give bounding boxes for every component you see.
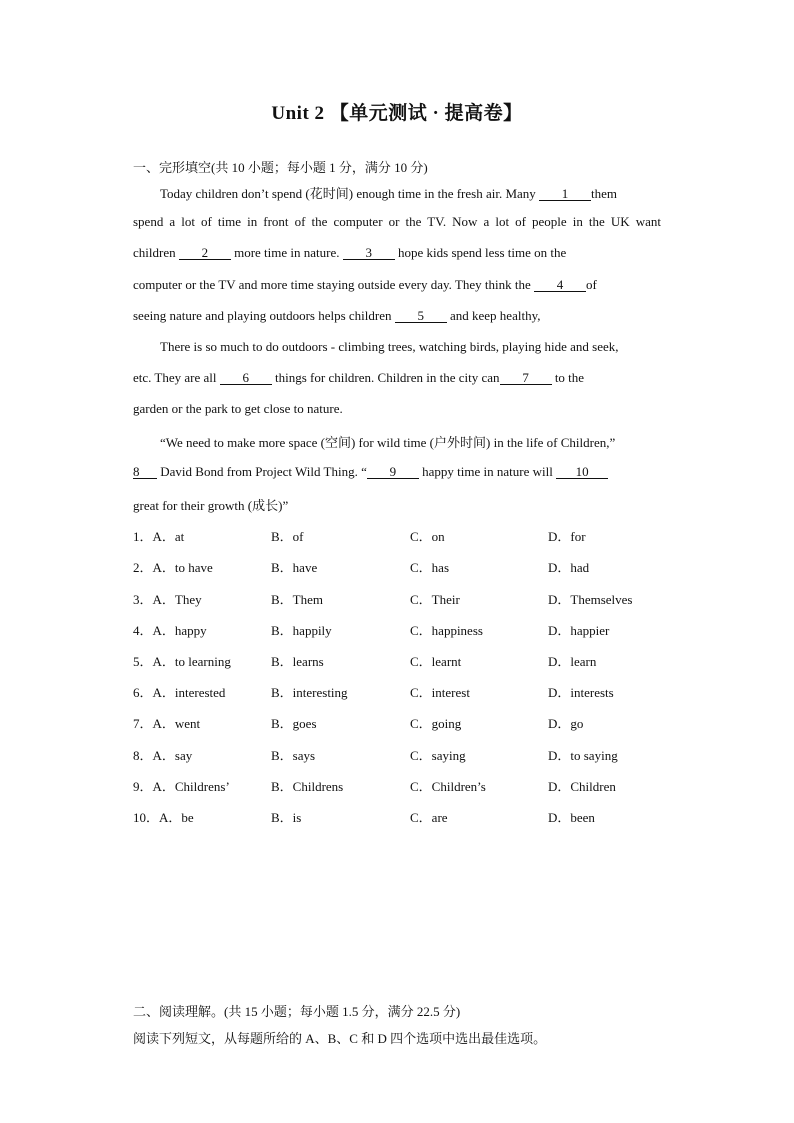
- option-b: B．goes: [271, 716, 317, 731]
- question-row: [133, 807, 673, 825]
- option-d: D．happier: [548, 623, 610, 638]
- blank-5: 5: [395, 309, 447, 323]
- option-c: C．Their: [410, 592, 460, 607]
- option-a: 6．A．interested: [133, 685, 226, 700]
- blank-1: 1: [539, 187, 591, 201]
- option-a: 2．A．to have: [133, 560, 213, 575]
- passage-line: Today children don’t spend (花时间) enough time in the fresh air. Many 1 them: [160, 186, 618, 201]
- question-row: [133, 713, 673, 731]
- option-a: 8．A．say: [133, 748, 193, 763]
- option-b: B．interesting: [271, 685, 348, 700]
- blank-10: 10: [556, 465, 608, 479]
- question-row: [133, 745, 673, 763]
- passage-line: etc. They are all 6 things for children. Children in the city can 7 to the: [133, 370, 585, 385]
- option-b: B．happily: [271, 623, 332, 638]
- page-title: Unit 2 【单元测试 · 提高卷】: [271, 103, 523, 124]
- blank-6: 6: [220, 371, 272, 385]
- question-row: [133, 651, 673, 669]
- option-c: C．saying: [410, 748, 466, 763]
- option-c: C．interest: [410, 685, 470, 700]
- passage-line: great for their growth (成长)”: [133, 498, 289, 513]
- option-a: 9．A．Childrens’: [133, 779, 230, 794]
- option-d: D．learn: [548, 654, 597, 669]
- option-d: D．to saying: [548, 748, 618, 763]
- option-c: C．going: [410, 716, 462, 731]
- blank-7: 7: [500, 371, 552, 385]
- question-row: [133, 526, 673, 544]
- option-d: D．had: [548, 560, 590, 575]
- option-b: B．learns: [271, 654, 324, 669]
- question-row: [133, 776, 673, 794]
- question-row: [133, 589, 673, 607]
- passage-line: “We need to make more space (空间) for wild time (户外时间) in the life of Children,”: [160, 435, 616, 450]
- blank-4: 4: [534, 278, 586, 292]
- passage-line: garden or the park to get close to nature.: [133, 401, 343, 416]
- option-c: C．has: [410, 560, 450, 575]
- passage-line: There is so much to do outdoors - climbing trees, watching birds, playing hide and seek,: [160, 339, 619, 354]
- option-c: C．are: [410, 810, 448, 825]
- option-c: C．on: [410, 529, 445, 544]
- option-b: B．says: [271, 748, 316, 763]
- option-b: B．is: [271, 810, 302, 825]
- option-a: 7．A．went: [133, 716, 201, 731]
- question-row: [133, 557, 673, 575]
- option-c: C．learnt: [410, 654, 462, 669]
- blank-2: 2: [179, 246, 231, 260]
- option-b: B．have: [271, 560, 318, 575]
- option-d: D．interests: [548, 685, 614, 700]
- section2-instruction: 阅读下列短文，从每题所给的 A、B、C 和 D 四个选项中选出最佳选项。: [133, 1031, 547, 1046]
- option-a: 1．A．at: [133, 529, 185, 544]
- passage-line: seeing nature and playing outdoors helps children 5 and keep healthy,: [133, 308, 541, 323]
- option-b: B．Them: [271, 592, 323, 607]
- section1-header: 一、完形填空(共 10 小题；每小题 1 分，满分 10 分): [133, 160, 428, 175]
- blank-3: 3: [343, 246, 395, 260]
- option-d: D．Themselves: [548, 592, 633, 607]
- question-row: [133, 620, 673, 638]
- passage-line: children 2 more time in nature. 3 hope kids spend less time on the: [133, 245, 567, 260]
- option-a: 5．A．to learning: [133, 654, 231, 669]
- passage-line: computer or the TV and more time staying outside every day. They think the 4 of: [133, 277, 597, 292]
- blank-8: 8: [133, 465, 157, 479]
- option-b: B．of: [271, 529, 304, 544]
- option-c: C．happiness: [410, 623, 483, 638]
- option-a: 4．A．happy: [133, 623, 207, 638]
- option-c: C．Children’s: [410, 779, 486, 794]
- option-d: D．been: [548, 810, 595, 825]
- option-b: B．Childrens: [271, 779, 344, 794]
- blank-9: 9: [367, 465, 419, 479]
- option-a: 3．A．They: [133, 592, 202, 607]
- option-d: D．for: [548, 529, 586, 544]
- option-a: 10．A．be: [133, 810, 194, 825]
- option-d: D．go: [548, 716, 584, 731]
- passage-line: 8 David Bond from Project Wild Thing. “ 9 happy time in nature will 10: [133, 464, 661, 480]
- option-d: D．Children: [548, 779, 616, 794]
- question-row: [133, 682, 673, 700]
- passage-line: spend a lot of time in front of the computer or the TV. Now a lot of people in the UK want: [133, 214, 661, 229]
- section2-header: 二、阅读理解。(共 15 小题；每小题 1.5 分，满分 22.5 分): [133, 1004, 461, 1019]
